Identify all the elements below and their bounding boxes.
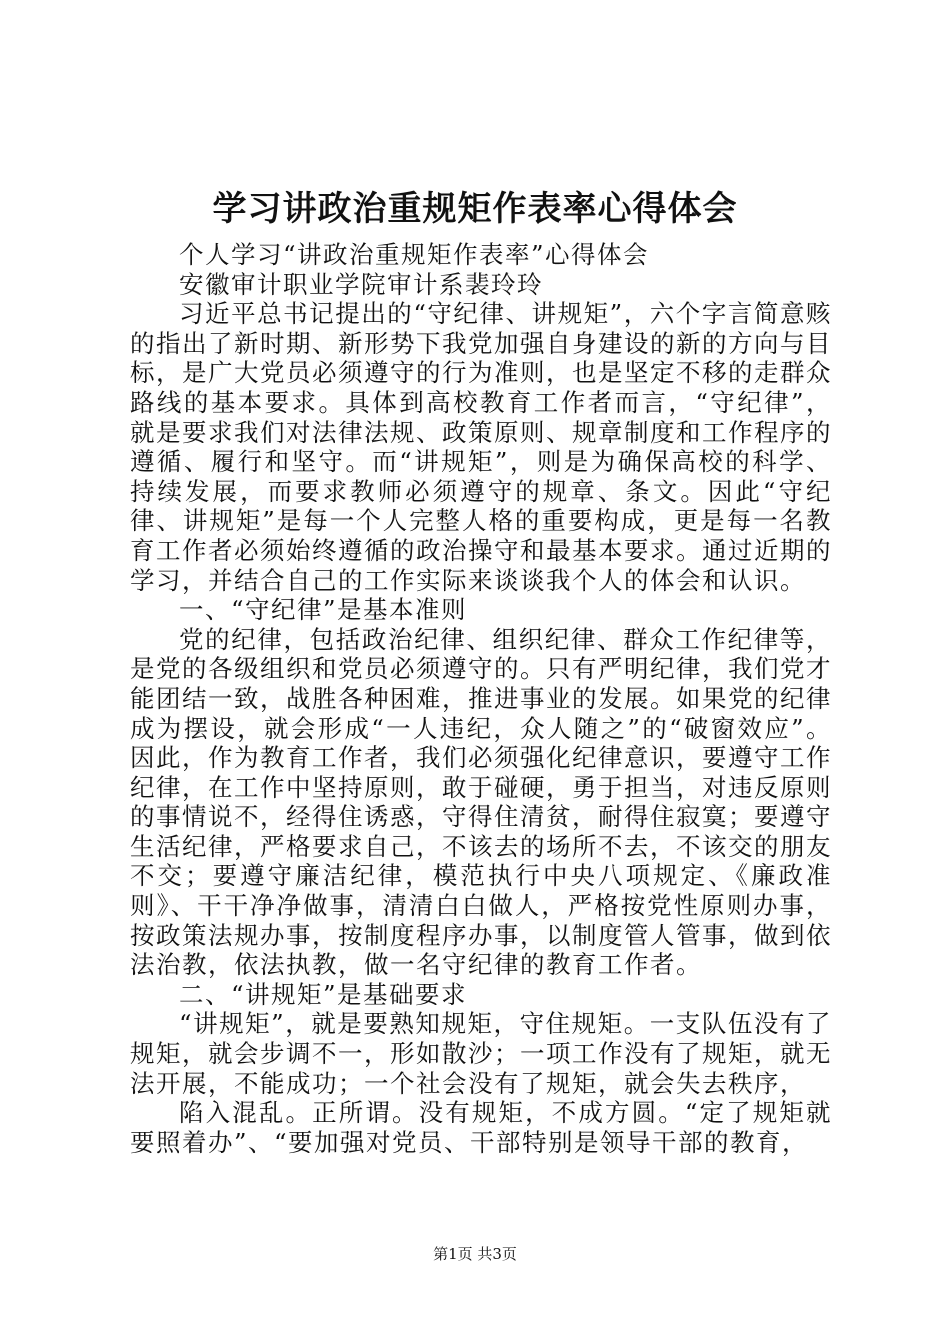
section-heading-2: 二、“讲规矩”是基础要求 bbox=[179, 979, 468, 1009]
intro-paragraph: 习近平总书记提出的“守纪律、讲规矩”，六个字言简意赅的指出了新时期、新形势下我党加强自身建设的新的方向与目标，是广大党员必须遵守的行为准则，也是坚定不移的走群众路线的基本要求。具体到高校教育工作者而言，“守纪律”，就是要求我们对法律法规、政策原则、规章制度和工作程序的遵循、履行和坚守。而“讲规矩”，则是为确保高校的科学、持续发展，而要求教师必须遵守的规章、条文。因此“守纪律、讲规矩”是每一个人完整人格的重要构成，更是每一名教育工作者必须始终遵循的政治操守和最基本要求。通过近期的学习，并结合自己的工作实际来谈谈我个人的体会和认识。 bbox=[130, 299, 832, 595]
section-heading-1: 一、“守纪律”是基本准则 bbox=[179, 595, 468, 625]
author-line: 安徽审计职业学院审计系裴玲玲 bbox=[179, 269, 543, 299]
section-2-paragraph: “讲规矩”，就是要熟知规矩，守住规矩。一支队伍没有了规矩，就会步调不一，形如散沙；一项工作没有了规矩，就无法开展，不能成功；一个社会没有了规矩，就会失去秩序， bbox=[130, 1009, 832, 1098]
section-1-paragraph: 党的纪律，包括政治纪律、组织纪律、群众工作纪律等，是党的各级组织和党员必须遵守的。只有严明纪律，我们党才能团结一致，战胜各种困难，推进事业的发展。如果党的纪律成为摆设，就会形成“一人违纪，众人随之”的“破窗效应”。因此，作为教育工作者，我们必须强化纪律意识，要遵守工作纪律，在工作中坚持原则，敢于碰硬，勇于担当，对违反原则的事情说不，经得住诱惑，守得住清贫，耐得住寂寞；要遵守生活纪律，严格要求自己，不该去的场所不去，不该交的朋友不交；要遵守廉洁纪律，模范执行中央八项规定、《廉政准则》、干干净净做事，清清白白做人，严格按党性原则办事，按政策法规办事，按制度程序办事，以制度管人管事，做到依法治教，依法执教，做一名守纪律的教育工作者。 bbox=[130, 624, 832, 980]
subtitle-line: 个人学习“讲政治重规矩作表率”心得体会 bbox=[179, 240, 650, 269]
document-body bbox=[130, 240, 832, 1157]
page-number-footer: 第1页 共3页 bbox=[433, 1245, 517, 1263]
section-2-paragraph-continued: 陷入混乱。正所谓。没有规矩，不成方圆。“定了规矩就要照着办”、“要加强对党员、干部特别是领导干部的教育， bbox=[130, 1098, 832, 1157]
document-title: 学习讲政治重规矩作表率心得体会 bbox=[212, 189, 738, 229]
